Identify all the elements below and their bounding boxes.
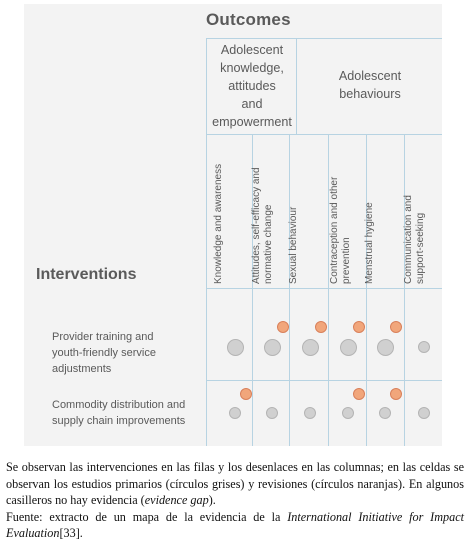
interventions-title: Interventions xyxy=(36,266,137,283)
group-label-line: behaviours xyxy=(339,87,401,101)
group-label-line: knowledge, xyxy=(220,61,284,75)
primary-study-dot xyxy=(304,407,316,419)
column-label-line: Sexual behaviour xyxy=(288,206,299,284)
row-label-line: adjustments xyxy=(52,363,112,375)
primary-study-dot xyxy=(379,407,391,419)
column-label-line: support-seeking xyxy=(415,212,426,284)
evidence-gap-map xyxy=(24,4,442,446)
primary-study-dot xyxy=(340,339,357,356)
review-dot xyxy=(353,321,365,333)
group-label-line: and xyxy=(241,97,263,111)
review-dot xyxy=(353,388,365,400)
group-label-line: Adolescent xyxy=(338,69,402,83)
column-label-line: Knowledge and awareness xyxy=(213,163,224,284)
primary-study-dot xyxy=(342,407,354,419)
row-label-line: Commodity distribution and xyxy=(52,399,186,411)
primary-study-dot xyxy=(418,407,430,419)
primary-study-dot xyxy=(227,339,244,356)
caption-emphasis: International Initiative for Impact Evaluation xyxy=(6,509,464,540)
row-label-line: youth-friendly service xyxy=(52,347,156,359)
review-dot xyxy=(390,388,402,400)
evidence-dots xyxy=(24,4,442,446)
primary-study-dot xyxy=(264,339,281,356)
row-label-line: Provider training and xyxy=(52,331,154,343)
caption-text: Se observan las intervenciones en las filas y los desenlaces en las columnas; en las celdas se observan los estudios primarios (círculos grises) y revisiones (círculos naranjas). En algunos casilleros no hay evidencia ( xyxy=(6,460,464,507)
caption-text: [33]. xyxy=(59,526,83,540)
caption-paragraph xyxy=(6,459,464,509)
column-label-line: Contraception and other xyxy=(329,176,340,284)
review-dot xyxy=(315,321,327,333)
review-dot xyxy=(390,321,402,333)
outcomes-title: Outcomes xyxy=(206,10,291,29)
primary-study-dot xyxy=(302,339,319,356)
figure-caption xyxy=(6,459,464,542)
column-label-line: Attitudes, self-efficacy and xyxy=(251,167,262,284)
primary-study-dot xyxy=(229,407,241,419)
review-dot xyxy=(240,388,252,400)
caption-emphasis: evidence gap xyxy=(144,493,209,507)
caption-text: Fuente: extracto de un mapa de la evidencia de la xyxy=(6,509,288,524)
group-label-line: Adolescent xyxy=(220,43,284,57)
column-label-line: Communication and xyxy=(403,195,414,284)
row-label-line: supply chain improvements xyxy=(52,415,186,427)
primary-study-dot xyxy=(377,339,394,356)
column-label-line: normative change xyxy=(263,204,274,284)
primary-study-dot xyxy=(266,407,278,419)
column-label-line: Menstrual hygiene xyxy=(364,202,375,284)
review-dot xyxy=(277,321,289,333)
group-label-line: empowerment xyxy=(212,115,292,129)
column-label-line: prevention xyxy=(341,237,352,284)
caption-source xyxy=(6,509,464,542)
group-label-line: attitudes xyxy=(228,79,276,93)
caption-text: ). xyxy=(208,493,216,507)
primary-study-dot xyxy=(418,341,430,353)
